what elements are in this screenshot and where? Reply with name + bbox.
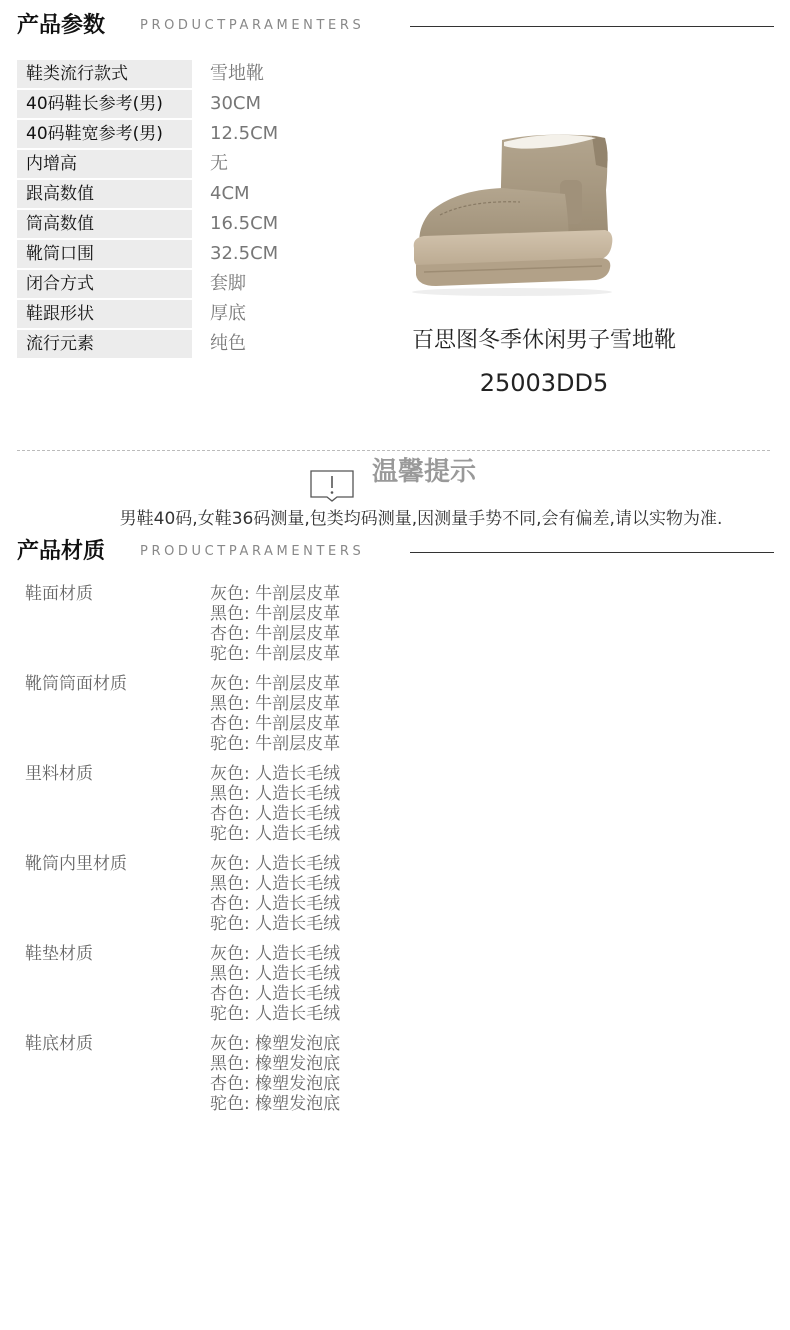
material-value: 黑色: 人造长毛绒 bbox=[210, 964, 341, 984]
material-value: 灰色: 人造长毛绒 bbox=[210, 764, 341, 784]
material-value: 灰色: 人造长毛绒 bbox=[210, 944, 341, 964]
param-value: 雪地靴 bbox=[210, 63, 264, 84]
param-label: 内增高 bbox=[17, 150, 192, 178]
product-code: 25003DD5 bbox=[479, 369, 609, 397]
material-label: 鞋面材质 bbox=[25, 584, 93, 604]
snow-boot-image bbox=[400, 120, 630, 305]
param-label: 靴筒口围 bbox=[17, 240, 192, 268]
material-label: 鞋垫材质 bbox=[25, 944, 93, 964]
param-label: 流行元素 bbox=[17, 330, 192, 358]
param-value: 30CM bbox=[210, 93, 262, 114]
material-values bbox=[210, 674, 340, 754]
material-value: 杏色: 牛剖层皮革 bbox=[210, 714, 341, 734]
product-name: 百思图冬季休闲男子雪地靴 bbox=[411, 328, 676, 353]
param-row bbox=[17, 180, 377, 208]
material-label: 鞋底材质 bbox=[25, 1034, 93, 1054]
param-value: 纯色 bbox=[210, 333, 246, 354]
material-value: 驼色: 牛剖层皮革 bbox=[210, 734, 341, 754]
material-values bbox=[210, 944, 340, 1024]
param-label: 跟高数值 bbox=[17, 180, 192, 208]
material-value: 杏色: 牛剖层皮革 bbox=[210, 624, 341, 644]
material-values bbox=[210, 764, 340, 844]
material-value: 黑色: 人造长毛绒 bbox=[210, 784, 341, 804]
material-value: 黑色: 牛剖层皮革 bbox=[210, 694, 341, 714]
notice-text: 男鞋40码,女鞋36码测量,包类均码测量,因测量手势不同,会有偏差,请以实物为准. bbox=[119, 509, 723, 529]
material-value: 驼色: 人造长毛绒 bbox=[210, 1004, 341, 1024]
material-value: 驼色: 橡塑发泡底 bbox=[210, 1094, 341, 1114]
material-value: 驼色: 牛剖层皮革 bbox=[210, 644, 341, 664]
section-header-params bbox=[17, 9, 774, 43]
param-value: 套脚 bbox=[210, 273, 246, 294]
material-label: 靴筒内里材质 bbox=[25, 854, 127, 874]
param-label: 闭合方式 bbox=[17, 270, 192, 298]
param-value: 32.5CM bbox=[210, 243, 279, 264]
param-value: 12.5CM bbox=[210, 123, 279, 144]
material-value: 驼色: 人造长毛绒 bbox=[210, 824, 341, 844]
param-value: 16.5CM bbox=[210, 213, 279, 234]
material-values bbox=[210, 854, 340, 934]
material-value: 灰色: 橡塑发泡底 bbox=[210, 1034, 341, 1054]
section-header-materials bbox=[17, 535, 774, 569]
param-label: 鞋类流行款式 bbox=[17, 60, 192, 88]
material-value: 灰色: 牛剖层皮革 bbox=[210, 584, 341, 604]
material-values bbox=[210, 584, 340, 664]
material-value: 黑色: 橡塑发泡底 bbox=[210, 1054, 341, 1074]
param-row bbox=[17, 240, 377, 268]
param-row bbox=[17, 270, 377, 298]
param-row bbox=[17, 210, 377, 238]
param-row bbox=[17, 300, 377, 328]
exclamation-icon bbox=[310, 470, 354, 502]
section-subtitle: PRODUCTPARAMENTERS bbox=[140, 18, 365, 33]
param-row bbox=[17, 60, 377, 88]
material-label: 里料材质 bbox=[25, 764, 93, 784]
param-value: 厚底 bbox=[210, 303, 246, 324]
section-title: 产品参数 bbox=[17, 13, 106, 38]
param-label: 筒高数值 bbox=[17, 210, 192, 238]
dashed-divider bbox=[17, 450, 770, 451]
material-value: 杏色: 人造长毛绒 bbox=[210, 984, 341, 1004]
param-label: 40码鞋长参考(男) bbox=[17, 90, 192, 118]
notice-title: 温馨提示 bbox=[372, 457, 477, 487]
section-subtitle: PRODUCTPARAMENTERS bbox=[140, 544, 365, 559]
param-row bbox=[17, 150, 377, 178]
param-row bbox=[17, 120, 377, 148]
material-value: 灰色: 人造长毛绒 bbox=[210, 854, 341, 874]
material-label: 靴筒筒面材质 bbox=[25, 674, 127, 694]
param-row bbox=[17, 90, 377, 118]
material-value: 杏色: 人造长毛绒 bbox=[210, 894, 341, 914]
param-value: 无 bbox=[210, 153, 228, 174]
material-value: 黑色: 人造长毛绒 bbox=[210, 874, 341, 894]
section-divider bbox=[410, 552, 774, 553]
material-value: 黑色: 牛剖层皮革 bbox=[210, 604, 341, 624]
material-values bbox=[210, 1034, 340, 1114]
material-value: 杏色: 橡塑发泡底 bbox=[210, 1074, 341, 1094]
param-label: 40码鞋宽参考(男) bbox=[17, 120, 192, 148]
material-value: 驼色: 人造长毛绒 bbox=[210, 914, 341, 934]
material-value: 灰色: 牛剖层皮革 bbox=[210, 674, 341, 694]
param-value: 4CM bbox=[210, 183, 250, 204]
param-row bbox=[17, 330, 377, 358]
section-divider bbox=[410, 26, 774, 27]
param-label: 鞋跟形状 bbox=[17, 300, 192, 328]
material-value: 杏色: 人造长毛绒 bbox=[210, 804, 341, 824]
section-title: 产品材质 bbox=[17, 539, 106, 564]
